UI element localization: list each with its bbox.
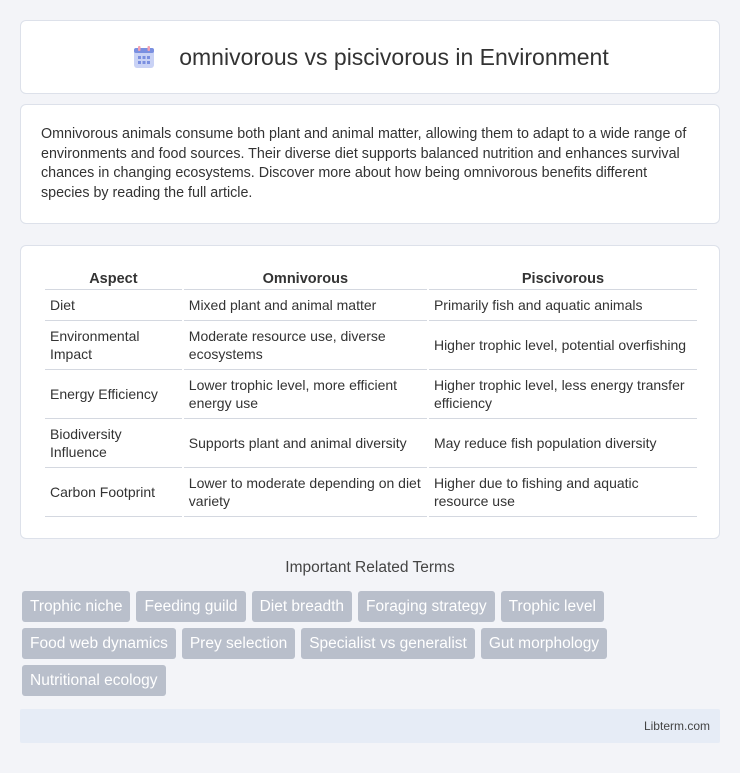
comparison-table [43, 266, 699, 517]
related-terms-list [22, 591, 722, 702]
cell-piscivorous: Higher trophic level, potential overfishing [429, 321, 697, 370]
cell-aspect: Energy Efficiency [45, 370, 182, 419]
cell-piscivorous: May reduce fish population diversity [429, 419, 697, 468]
cell-omnivorous: Lower to moderate depending on diet variety [184, 468, 427, 517]
header-omnivorous: Omnivorous [184, 266, 427, 290]
header-piscivorous: Piscivorous [429, 266, 697, 290]
footer-site-link[interactable]: Libterm.com [643, 719, 710, 733]
tag-trophic-level[interactable]: Trophic level [501, 591, 604, 622]
cell-piscivorous: Higher trophic level, less energy transfer efficiency [429, 370, 697, 419]
cell-omnivorous: Moderate resource use, diverse ecosystems [184, 321, 427, 370]
cell-aspect: Carbon Footprint [45, 468, 182, 517]
table-row [45, 468, 697, 517]
cell-omnivorous: Supports plant and animal diversity [184, 419, 427, 468]
cell-aspect: Biodiversity Influence [45, 419, 182, 468]
comparison-table-card [20, 245, 720, 539]
cell-omnivorous: Mixed plant and animal matter [184, 290, 427, 321]
cell-aspect: Environmental Impact [45, 321, 182, 370]
table-row [45, 419, 697, 468]
cell-omnivorous: Lower trophic level, more efficient energy use [184, 370, 427, 419]
tag-specialist-vs-generalist[interactable]: Specialist vs generalist [301, 628, 475, 659]
related-terms-title: Important Related Terms [285, 559, 455, 576]
table-row [45, 290, 697, 321]
intro-card [20, 104, 720, 224]
cell-aspect: Diet [45, 290, 182, 321]
cell-piscivorous: Higher due to fishing and aquatic resource use [429, 468, 697, 517]
cell-piscivorous: Primarily fish and aquatic animals [429, 290, 697, 321]
tag-diet-breadth[interactable]: Diet breadth [252, 591, 352, 622]
document-icon [131, 44, 157, 70]
tag-prey-selection[interactable]: Prey selection [182, 628, 295, 659]
header-aspect: Aspect [45, 266, 182, 290]
tag-foraging-strategy[interactable]: Foraging strategy [358, 591, 495, 622]
tag-trophic-niche[interactable]: Trophic niche [22, 591, 130, 622]
table-row [45, 321, 697, 370]
page-title: omnivorous vs piscivorous in Environment [179, 43, 609, 70]
tag-feeding-guild[interactable]: Feeding guild [136, 591, 245, 622]
tag-food-web-dynamics[interactable]: Food web dynamics [22, 628, 176, 659]
tag-gut-morphology[interactable]: Gut morphology [481, 628, 607, 659]
table-row [45, 370, 697, 419]
title-card [20, 20, 720, 94]
tag-nutritional-ecology[interactable]: Nutritional ecology [22, 665, 166, 696]
footer [20, 709, 720, 743]
intro-text: Omnivorous animals consume both plant and animal matter, allowing them to adapt to a wide range of environments and food sources. Their diverse diet supports balanced nutrition and enhances survival chances in changing ecosystems. Discover more about how being omnivorous benefits different species by reading the full article. [41, 126, 687, 201]
table-header-row [45, 266, 697, 290]
